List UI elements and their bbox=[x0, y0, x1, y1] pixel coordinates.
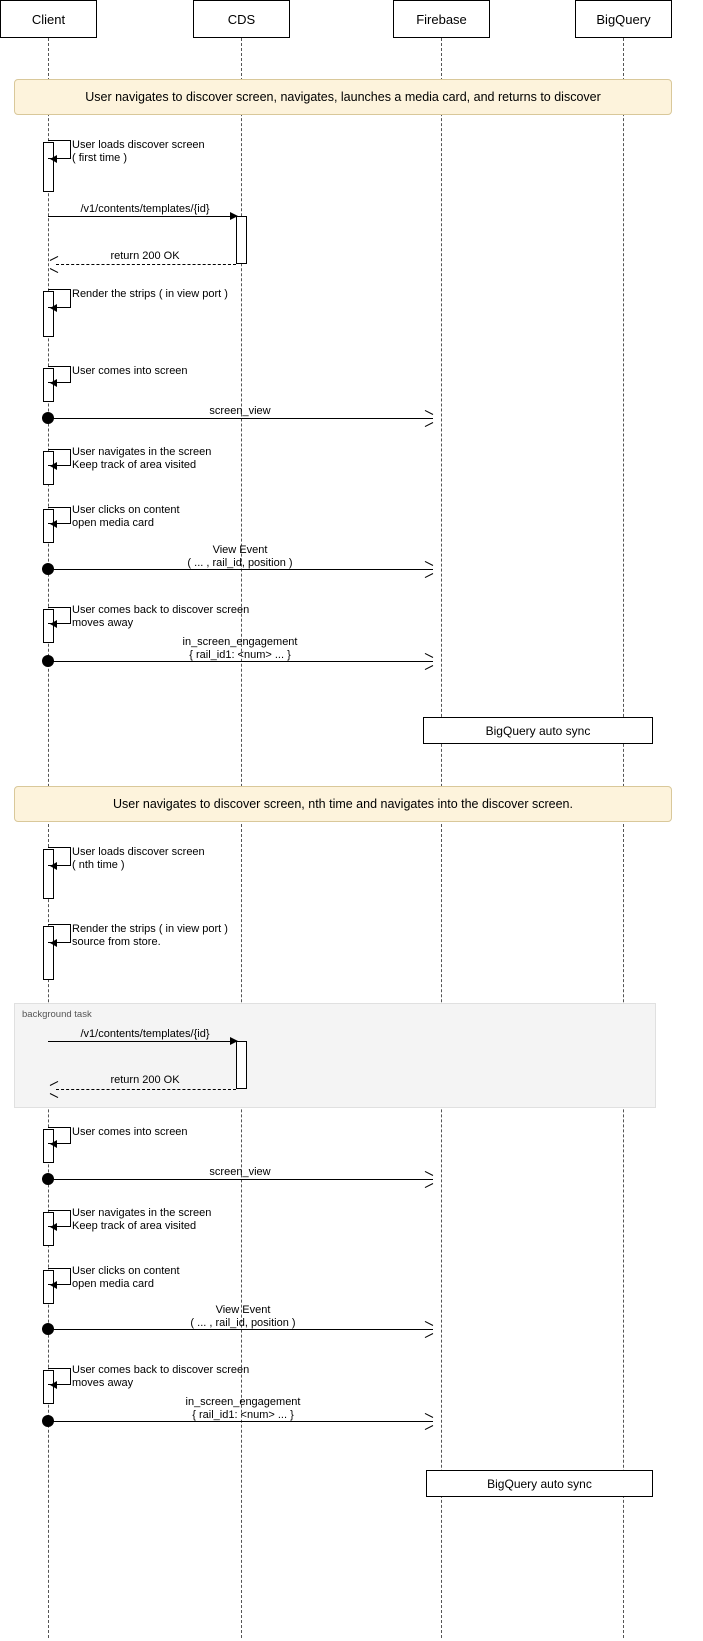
bigquery-auto-sync-label: BigQuery auto sync bbox=[487, 1476, 592, 1491]
return-arrow-icon bbox=[50, 1085, 59, 1094]
section-note-2 bbox=[14, 786, 672, 822]
bigquery-auto-sync-box[interactable] bbox=[426, 1470, 653, 1497]
lifeline-line-bigquery bbox=[623, 38, 624, 1638]
message-label: User loads discover screen ( first time ) bbox=[72, 139, 205, 164]
message-arrow-icon bbox=[424, 1175, 433, 1184]
message-label: User loads discover screen ( nth time ) bbox=[72, 846, 205, 871]
return-message-line bbox=[56, 1089, 236, 1090]
message-label: View Event ( ... , rail_id, position ) bbox=[190, 1304, 296, 1329]
message-line bbox=[48, 1041, 233, 1042]
self-message-arrow-icon bbox=[50, 520, 57, 528]
message-arrow-icon bbox=[424, 565, 433, 574]
message-label: /v1/contents/templates/{id} bbox=[80, 1028, 210, 1040]
message-label: Render the strips ( in view port ) source from store. bbox=[72, 923, 228, 948]
self-message-arrow-icon bbox=[50, 155, 57, 163]
message-label: User comes back to discover screen moves away bbox=[72, 1364, 250, 1389]
message-label: User comes back to discover screen moves away bbox=[72, 604, 250, 629]
self-message-arrow-icon bbox=[50, 1281, 57, 1289]
message-label: return 200 OK bbox=[110, 1074, 180, 1086]
self-message-arrow-icon bbox=[50, 1381, 57, 1389]
message-label: User navigates in the screen Keep track of area visited bbox=[72, 1207, 212, 1232]
message-label: User clicks on content open media card bbox=[72, 1265, 180, 1290]
self-message-arrow-icon bbox=[50, 1140, 57, 1148]
message-arrow-icon bbox=[424, 1325, 433, 1334]
message-label: View Event ( ... , rail_id, position ) bbox=[187, 544, 293, 569]
message-line bbox=[48, 1179, 433, 1180]
message-label: User comes into screen bbox=[72, 365, 188, 377]
background-task-fragment-label: background task bbox=[22, 1009, 92, 1020]
message-label: screen_view bbox=[209, 1166, 271, 1178]
message-arrow-icon bbox=[424, 657, 433, 666]
section-note-1-text: User navigates to discover screen, navigates, launches a media card, and returns to discover bbox=[85, 90, 601, 104]
message-label: User comes into screen bbox=[72, 1126, 188, 1138]
self-message-arrow-icon bbox=[50, 1223, 57, 1231]
message-arrow-icon bbox=[424, 1417, 433, 1426]
self-message-arrow-icon bbox=[50, 379, 57, 387]
self-message-arrow-icon bbox=[50, 620, 57, 628]
message-arrow-icon bbox=[424, 414, 433, 423]
section-note-1 bbox=[14, 79, 672, 115]
message-label: /v1/contents/templates/{id} bbox=[80, 203, 210, 215]
return-message-line bbox=[56, 264, 236, 265]
message-label: screen_view bbox=[209, 405, 271, 417]
lifeline-label-bigquery: BigQuery bbox=[596, 12, 651, 27]
return-arrow-icon bbox=[50, 260, 59, 269]
self-message-arrow-icon bbox=[50, 304, 57, 312]
bigquery-auto-sync-box[interactable] bbox=[423, 717, 653, 744]
message-label: Render the strips ( in view port ) bbox=[72, 288, 228, 300]
message-label: User clicks on content open media card bbox=[72, 504, 180, 529]
self-message-arrow-icon bbox=[50, 462, 57, 470]
activation-bar bbox=[236, 1041, 247, 1089]
lifeline-label-cds: CDS bbox=[227, 12, 256, 27]
message-label: return 200 OK bbox=[110, 250, 180, 262]
message-label: User navigates in the screen Keep track of area visited bbox=[72, 446, 212, 471]
lifeline-line-firebase bbox=[441, 38, 442, 1638]
message-label: in_screen_engagement { rail_id1: <num> ... } bbox=[185, 1396, 301, 1421]
message-line bbox=[48, 418, 433, 419]
lifeline-label-client: Client bbox=[31, 12, 66, 27]
activation-bar bbox=[236, 216, 247, 264]
background-task-fragment bbox=[14, 1003, 656, 1108]
bigquery-auto-sync-label: BigQuery auto sync bbox=[485, 723, 591, 738]
message-line bbox=[48, 216, 233, 217]
lifeline-head-firebase[interactable] bbox=[393, 0, 490, 38]
lifeline-label-firebase: Firebase bbox=[416, 12, 467, 27]
section-note-2-text: User navigates to discover screen, nth time and navigates into the discover screen. bbox=[113, 797, 573, 811]
message-label: in_screen_engagement { rail_id1: <num> ... } bbox=[182, 636, 298, 661]
lifeline-head-client[interactable] bbox=[0, 0, 97, 38]
lifeline-head-bigquery[interactable] bbox=[575, 0, 672, 38]
self-message-arrow-icon bbox=[50, 939, 57, 947]
lifeline-head-cds[interactable] bbox=[193, 0, 290, 38]
self-message-arrow-icon bbox=[50, 862, 57, 870]
